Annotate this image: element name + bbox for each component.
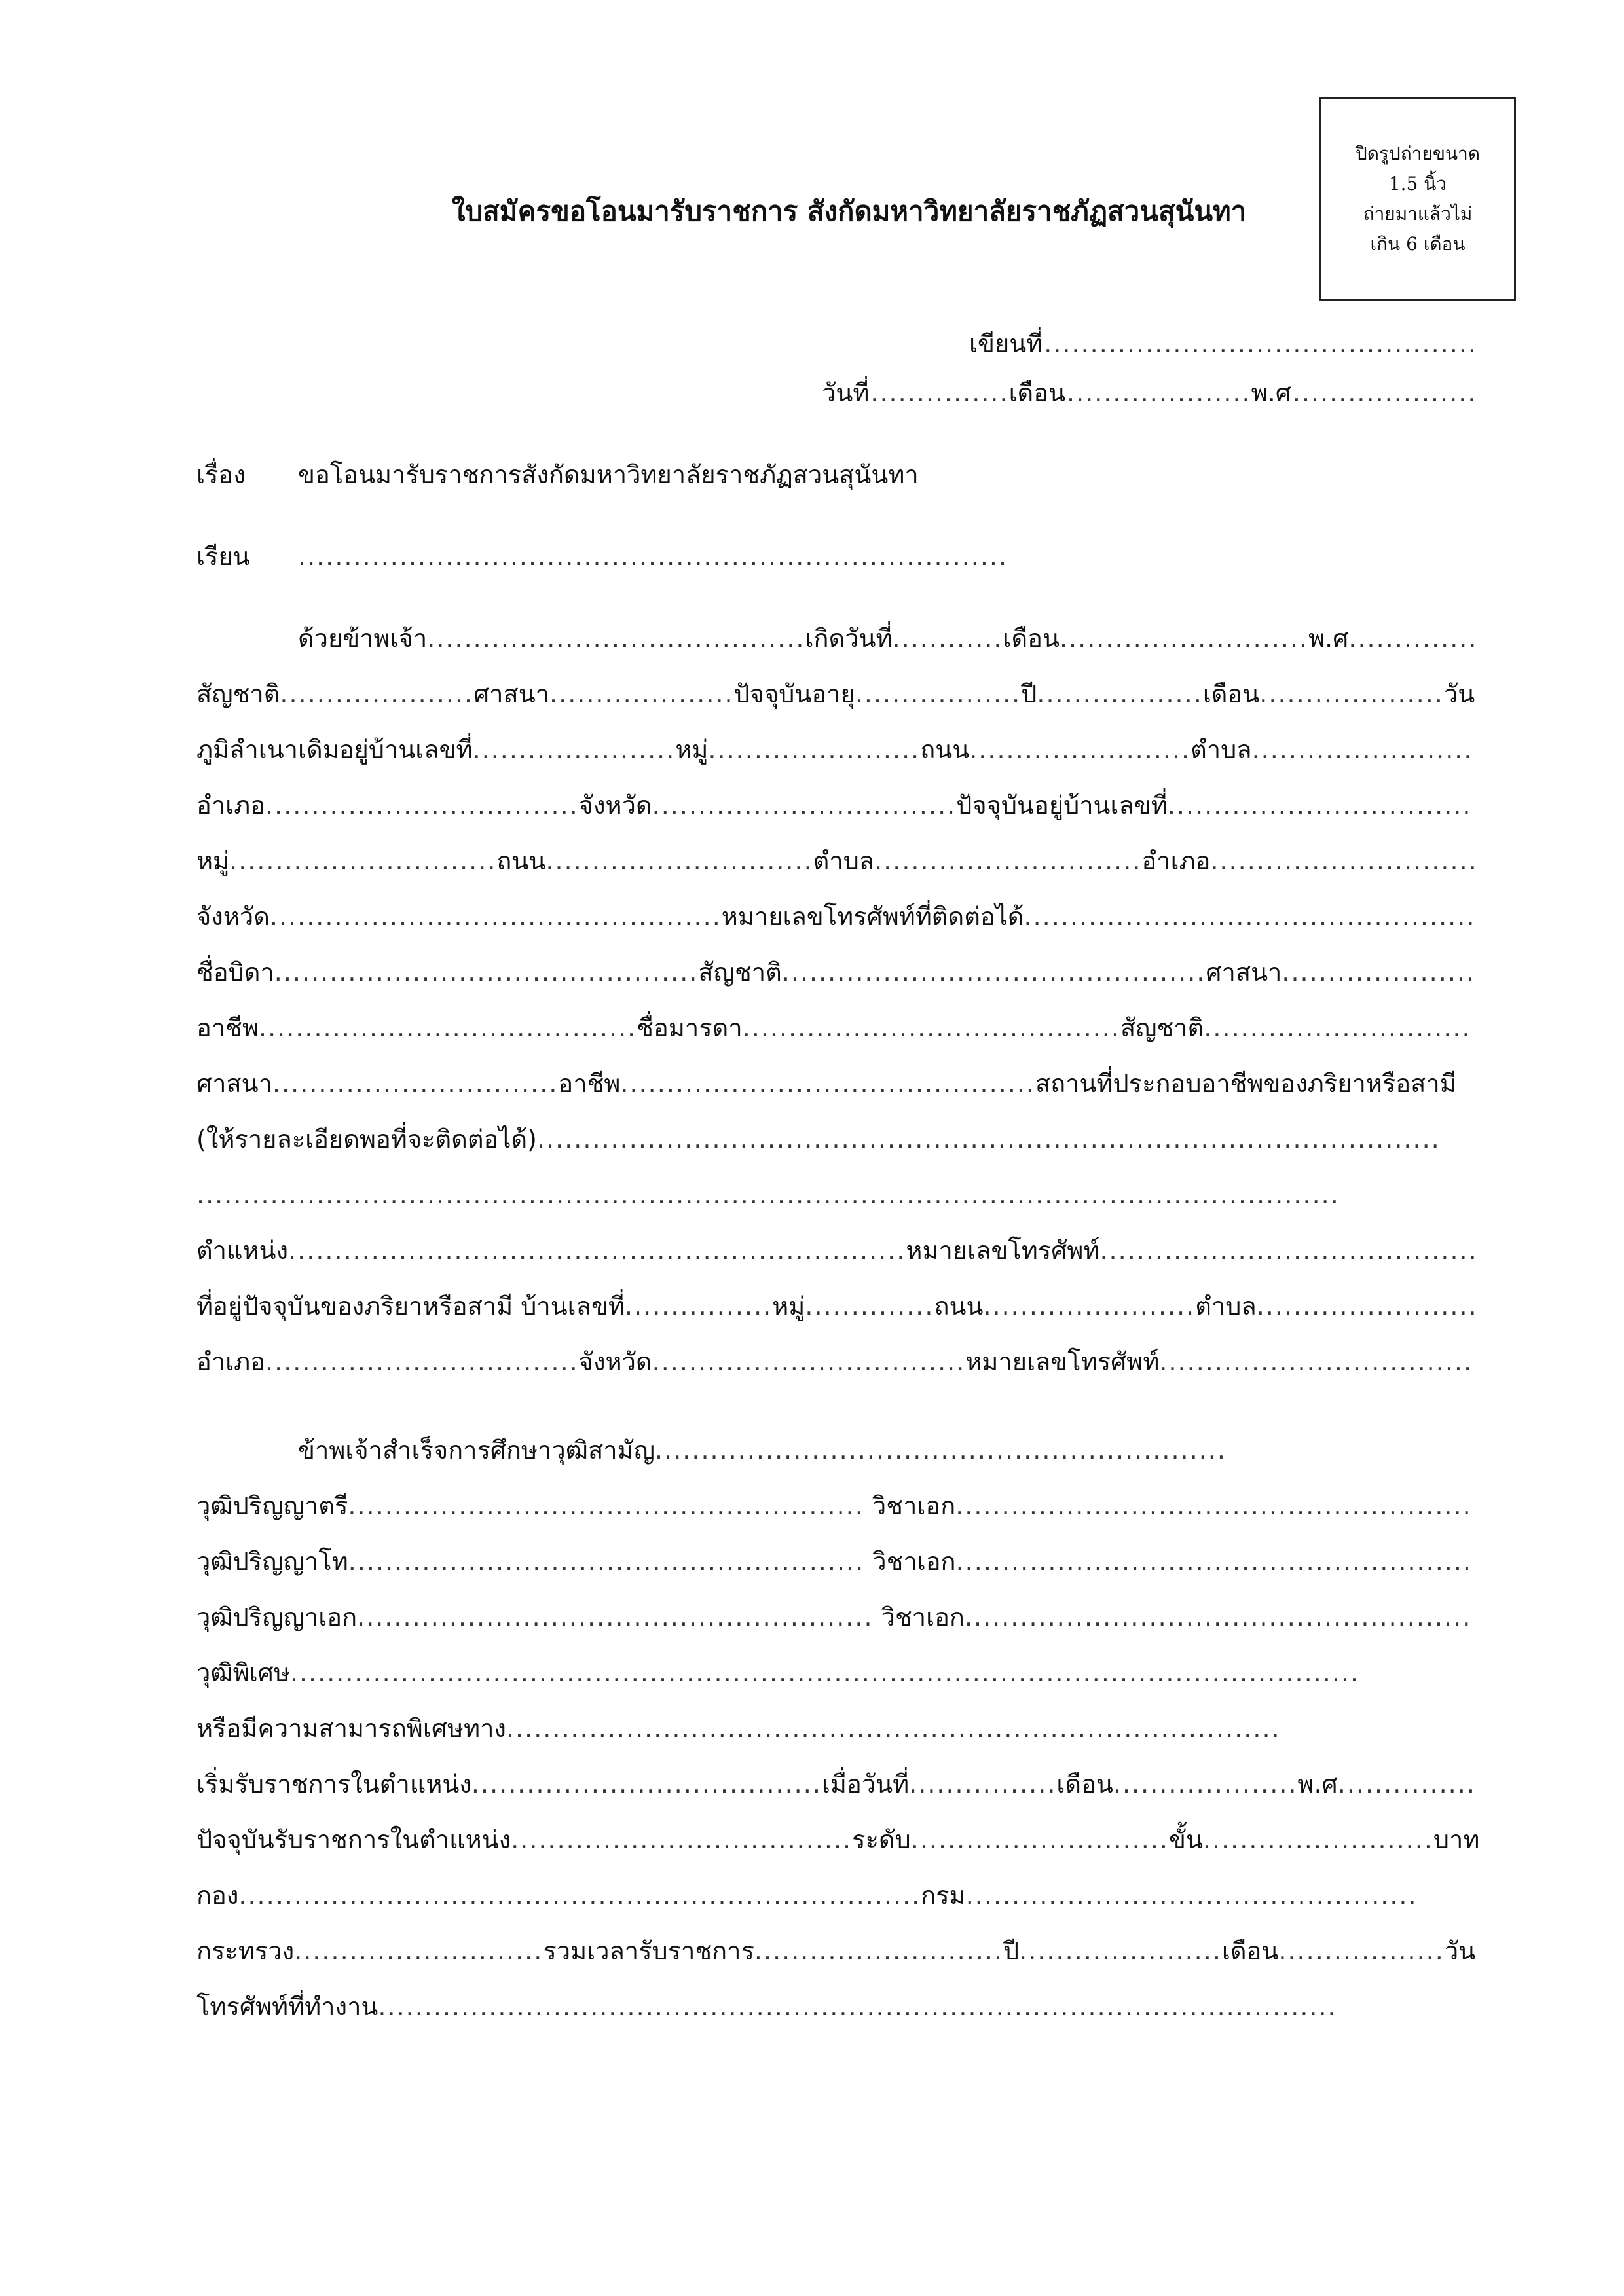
domicile-road-label: ถนน: [920, 735, 970, 764]
row-special-ability: [196, 1712, 1281, 1745]
year-field[interactable]: ....................: [1292, 378, 1477, 407]
level-field[interactable]: ............................: [910, 1825, 1169, 1854]
spouse-district-label: อำเภอ: [196, 1347, 266, 1376]
current-moo-label: หมู่: [196, 847, 230, 875]
father-religion-label: ศาสนา: [1206, 958, 1282, 987]
spouse-road-field[interactable]: .......................: [983, 1292, 1196, 1321]
subject-text: ขอโอนมารับราชการสังกัดมหาวิทยาลัยราชภัฏสวนสุนันทา: [298, 460, 919, 489]
age-year-field[interactable]: ..................: [855, 680, 1022, 708]
born-year-field[interactable]: ..............: [1348, 624, 1478, 653]
father-nationality-field[interactable]: ..............................................: [781, 958, 1206, 987]
spouse-phone-label: หมายเลขโทรศัพท์: [906, 1236, 1100, 1265]
recipient-field[interactable]: .............................................................................: [298, 542, 1008, 571]
photo-note-line4: เกิน 6 เดือน: [1370, 233, 1466, 255]
domicile-house-field[interactable]: ......................: [472, 735, 676, 764]
mother-nationality-field[interactable]: .............................: [1204, 1013, 1471, 1042]
born-day-field[interactable]: ............: [892, 624, 1003, 653]
form-title: ใบสมัครขอโอนมารับราชการ สังกัดมหาวิทยาลัยราชภัฏสวนสุนันทา: [452, 195, 1247, 227]
row-domicile: [196, 733, 1473, 766]
date-label: วันที่: [822, 378, 870, 407]
doctorate-label: วุฒิปริญญาเอก: [196, 1603, 358, 1631]
spouse-position-field[interactable]: ...................................................................: [288, 1236, 906, 1265]
total-month-field[interactable]: ......................: [1019, 1937, 1222, 1965]
detail-note-label: (ให้รายละเอียดพอที่จะติดต่อได้): [196, 1125, 537, 1154]
province-field[interactable]: .................................: [652, 791, 957, 820]
division-label: กอง: [196, 1881, 239, 1910]
age-day-label: วัน: [1443, 680, 1475, 708]
spouse-phone-field[interactable]: .........................................: [1099, 1236, 1478, 1265]
photo-placeholder-box: [1320, 97, 1516, 301]
spouse-moo-field[interactable]: ..............: [805, 1292, 934, 1321]
row-nationality: [196, 678, 1475, 710]
special-ability-field[interactable]: ....................................................................................: [506, 1714, 1281, 1743]
master-field[interactable]: ........................................................: [348, 1547, 865, 1576]
month-label: เดือน: [1008, 378, 1066, 407]
spouse-phone2-field[interactable]: ..................................: [1159, 1347, 1473, 1376]
level-label: ระดับ: [852, 1825, 911, 1854]
nationality-label: สัญชาติ: [196, 680, 280, 708]
bachelor-major-label: วิชาเอก: [872, 1491, 956, 1520]
general-education-label: ข้าพเจ้าสำเร็จการศึกษาวุฒิสามัญ: [298, 1436, 655, 1465]
row-name: [298, 622, 1477, 655]
religion-field[interactable]: ....................: [549, 680, 734, 708]
row-position: [196, 1234, 1478, 1267]
row-special-degree: [196, 1656, 1359, 1689]
special-degree-field[interactable]: ....................................................................................................................: [289, 1658, 1360, 1687]
father-name-label: ชื่อบิดา: [196, 958, 274, 987]
date-row: [822, 376, 1477, 409]
total-month-label: เดือน: [1221, 1937, 1279, 1965]
written-at-row: [969, 327, 1477, 360]
total-day-label: วัน: [1444, 1937, 1476, 1965]
ministry-field[interactable]: ...........................: [294, 1937, 544, 1965]
spouse-workplace-field-2[interactable]: ............................................................................................................................: [196, 1180, 1340, 1209]
spouse-workplace-field[interactable]: ..................................................................................................: [536, 1125, 1441, 1154]
row-bachelor: [196, 1489, 1472, 1522]
current-house-field[interactable]: .................................: [1167, 791, 1472, 820]
born-month-label: เดือน: [1003, 624, 1060, 653]
father-name-field[interactable]: ..............................................: [274, 958, 699, 987]
step-label: ขั้น: [1168, 1825, 1203, 1854]
row-current-service: [196, 1823, 1479, 1856]
general-education-field[interactable]: ..............................................................: [655, 1436, 1227, 1465]
row-master: [196, 1545, 1472, 1578]
age-month-label: เดือน: [1202, 680, 1260, 708]
mother-name-field[interactable]: .........................................: [742, 1013, 1120, 1042]
total-year-label: ปี: [1003, 1937, 1020, 1965]
current-moo-field[interactable]: .............................: [229, 847, 497, 875]
special-ability-label: หรือมีความสามารถพิเศษทาง: [196, 1714, 506, 1743]
written-at-label: เขียนที่: [969, 329, 1043, 358]
row-father: [196, 956, 1475, 989]
current-district-field[interactable]: .............................: [1210, 847, 1478, 875]
domicile-house-label: ภูมิลำเนาเดิมอยู่บ้านเลขที่: [196, 735, 473, 764]
spouse-position-label: ตำแหน่ง: [196, 1236, 289, 1265]
photo-note-line2: 1.5 นิ้ว: [1388, 173, 1447, 194]
master-major-field[interactable]: ........................................................: [955, 1547, 1473, 1576]
start-year-field[interactable]: ...............: [1337, 1770, 1476, 1798]
district-label: อำเภอ: [196, 791, 266, 820]
master-major-label: วิชาเอก: [872, 1547, 956, 1576]
father-occupation-field[interactable]: .........................................: [259, 1013, 637, 1042]
current-position-field[interactable]: .....................................: [511, 1825, 853, 1854]
born-day-label: เกิดวันที่: [805, 624, 893, 653]
spouse-house-field[interactable]: ................: [624, 1292, 773, 1321]
row-division: [196, 1879, 1418, 1912]
month-field[interactable]: ....................: [1067, 378, 1251, 407]
mother-occupation-field[interactable]: .............................................: [620, 1069, 1035, 1098]
bachelor-field[interactable]: ........................................................: [348, 1491, 864, 1520]
mother-occupation-label: อาชีพ: [558, 1069, 621, 1098]
current-district-label: อำเภอ: [1141, 847, 1211, 875]
father-nationality-label: สัญชาติ: [698, 958, 782, 987]
domicile-subdistrict-field[interactable]: ........................: [1251, 735, 1473, 764]
start-month-label: เดือน: [1056, 1770, 1113, 1798]
spouse-address-label: ที่อยู่ปัจจุบันของภริยาหรือสามี บ้านเลขที่: [196, 1292, 625, 1321]
doctorate-major-field[interactable]: .......................................................: [964, 1603, 1472, 1631]
spouse-province-label: จังหวัด: [578, 1347, 652, 1376]
date-field[interactable]: ...............: [870, 378, 1009, 407]
year-label: พ.ศ: [1251, 378, 1291, 407]
photo-note-line3: ถ่ายมาแล้วไม่: [1363, 203, 1473, 225]
master-label: วุฒิปริญญาโท: [196, 1547, 348, 1576]
mother-religion-label: ศาสนา: [196, 1069, 272, 1098]
spouse-workplace-label: สถานที่ประกอบอาชีพของภริยาหรือสามี: [1035, 1069, 1456, 1098]
row-spouse-work: [196, 1067, 1456, 1100]
row-mother: [196, 1011, 1471, 1044]
mother-nationality-label: สัญชาติ: [1120, 1013, 1204, 1042]
district-field[interactable]: ..................................: [265, 791, 579, 820]
age-month-field[interactable]: ..................: [1037, 680, 1203, 708]
doctorate-field[interactable]: ........................................................: [357, 1603, 874, 1631]
subject-row: [196, 458, 919, 491]
recipient-label: เรียน: [196, 542, 250, 571]
row-spouse-address: [196, 1290, 1478, 1322]
current-road-label: ถนน: [496, 847, 546, 875]
row-spouse-district: [196, 1345, 1473, 1378]
row-district: [196, 789, 1471, 822]
special-degree-label: วุฒิพิเศษ: [196, 1658, 290, 1687]
age-year-label: ปี: [1021, 680, 1037, 708]
father-religion-field[interactable]: .....................: [1282, 958, 1476, 987]
row-current-address: [196, 845, 1478, 877]
start-position-field[interactable]: ......................................: [471, 1770, 822, 1798]
start-date-field[interactable]: ................: [909, 1770, 1057, 1798]
start-year-label: พ.ศ: [1297, 1770, 1338, 1798]
work-phone-label: โทรศัพท์ที่ทำงาน: [196, 1992, 378, 2021]
father-occupation-label: อาชีพ: [196, 1013, 259, 1042]
photo-note-line1: ปิดรูปถ่ายขนาด: [1355, 143, 1481, 164]
domicile-subdistrict-label: ตำบล: [1190, 735, 1252, 764]
department-field[interactable]: .................................................: [965, 1881, 1418, 1910]
name-label: ด้วยข้าพเจ้า: [298, 624, 428, 653]
written-at-field[interactable]: ...............................................: [1044, 329, 1477, 358]
name-field[interactable]: .........................................: [427, 624, 805, 653]
current-province-label: จังหวัด: [196, 902, 270, 931]
department-label: กรม: [921, 1881, 966, 1910]
current-position-label: ปัจจุบันรับราชการในตำแหน่ง: [196, 1825, 511, 1854]
spouse-province-field[interactable]: ..................................: [652, 1347, 966, 1376]
spouse-subdistrict-label: ตำบล: [1195, 1292, 1257, 1321]
step-field[interactable]: .........................: [1202, 1825, 1433, 1854]
bachelor-major-field[interactable]: ........................................................: [955, 1491, 1472, 1520]
work-phone-field[interactable]: ........................................................................................................: [378, 1992, 1337, 2021]
spouse-road-label: ถนน: [934, 1292, 984, 1321]
row-ministry: [196, 1935, 1475, 1967]
spouse-moo-label: หมู่: [772, 1292, 805, 1321]
province-label: จังหวัด: [578, 791, 652, 820]
start-date-label: เมื่อวันที่: [821, 1770, 910, 1798]
division-field[interactable]: ..........................................................................: [238, 1881, 921, 1910]
born-month-field[interactable]: ...........................: [1059, 624, 1309, 653]
total-service-label: รวมเวลารับราชการ: [543, 1937, 754, 1965]
mother-name-label: ชื่อมารดา: [637, 1013, 743, 1042]
phone-contact-label: หมายเลขโทรศัพท์ที่ติดต่อได้: [721, 902, 1024, 931]
doctorate-major-label: วิชาเอก: [881, 1603, 965, 1631]
total-day-field[interactable]: ..................: [1278, 1937, 1445, 1965]
total-year-field[interactable]: ...........................: [754, 1937, 1004, 1965]
spouse-phone2-label: หมายเลขโทรศัพท์: [965, 1347, 1160, 1376]
baht-label: บาท: [1433, 1825, 1480, 1854]
current-subdistrict-label: ตำบล: [813, 847, 875, 875]
mother-religion-field[interactable]: ...............................: [272, 1069, 559, 1098]
spouse-subdistrict-field[interactable]: ........................: [1256, 1292, 1478, 1321]
ministry-label: กระทรวง: [196, 1937, 295, 1965]
age-label: ปัจจุบันอายุ: [733, 680, 855, 708]
row-work-phone: [196, 1990, 1337, 2023]
subject-label: เรื่อง: [196, 460, 246, 489]
age-day-field[interactable]: ....................: [1259, 680, 1444, 708]
phone-contact-field[interactable]: .................................................: [1024, 902, 1476, 931]
recipient-row: [196, 540, 1008, 573]
bachelor-label: วุฒิปริญญาตรี: [196, 1491, 348, 1520]
row-blank: [196, 1178, 1340, 1211]
current-province-field[interactable]: .................................................: [269, 902, 722, 931]
row-detail-note: [196, 1123, 1441, 1156]
religion-label: ศาสนา: [473, 680, 550, 708]
born-year-label: พ.ศ: [1308, 624, 1349, 653]
row-start-service: [196, 1768, 1476, 1800]
row-province-phone: [196, 900, 1475, 933]
domicile-moo-field[interactable]: .......................: [708, 735, 921, 764]
spouse-district-field[interactable]: ..................................: [265, 1347, 579, 1376]
domicile-moo-label: หมู่: [675, 735, 709, 764]
start-month-field[interactable]: ....................: [1113, 1770, 1298, 1798]
current-subdistrict-field[interactable]: .............................: [874, 847, 1142, 875]
domicile-road-field[interactable]: ........................: [969, 735, 1191, 764]
current-road-field[interactable]: .............................: [545, 847, 813, 875]
current-house-label: ปัจจุบันอยู่บ้านเลขที่: [956, 791, 1168, 820]
row-general-education: [298, 1434, 1227, 1467]
row-doctorate: [196, 1601, 1471, 1633]
nationality-field[interactable]: .....................: [280, 680, 474, 708]
start-position-label: เริ่มรับราชการในตำแหน่ง: [196, 1770, 471, 1798]
